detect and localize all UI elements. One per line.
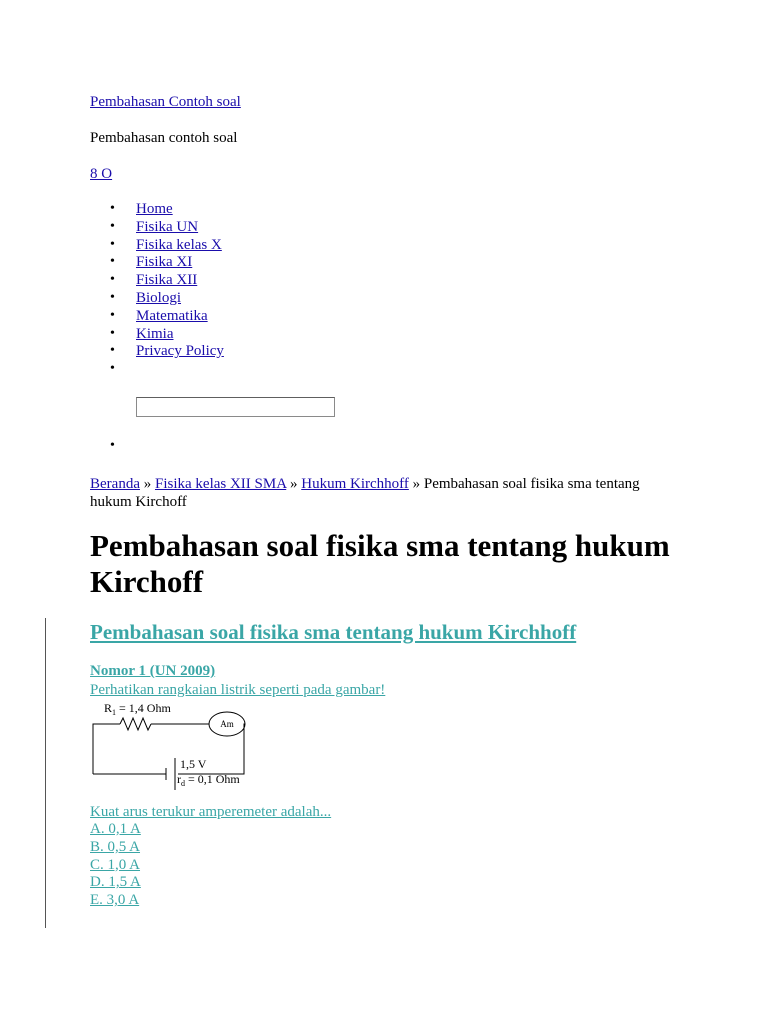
r1-label: $R_1 = 1,4$ Ohm — [104, 701, 171, 717]
question-text — [90, 803, 331, 821]
nav-item-home — [108, 200, 224, 218]
answer-option-a[interactable]: A. 0,1 A — [90, 821, 141, 837]
nav-item-fisika-un — [108, 218, 224, 236]
site-description: Pembahasan contoh soal — [90, 130, 238, 146]
breadcrumb-separator: » — [143, 476, 152, 492]
nav-link-fisika-xi[interactable]: Fisika XI — [136, 254, 193, 271]
answer-option-b[interactable]: B. 0,5 A — [90, 838, 141, 855]
nav-link-biologi[interactable]: Biologi — [136, 289, 182, 306]
post-heading-link[interactable]: Pembahasan soal fisika sma tentang hukum Kirchhoff — [90, 620, 577, 644]
post-count-link[interactable]: 8 O — [90, 166, 113, 182]
nav-link-home[interactable]: Home — [136, 201, 173, 217]
ammeter-label: Am — [220, 719, 234, 729]
nav-item-matematika — [108, 307, 224, 325]
nav-link-privacy-policy[interactable]: Privacy Policy — [136, 343, 224, 360]
post-left-border — [45, 618, 46, 928]
nav-link-fisika-un[interactable]: Fisika UN — [136, 218, 199, 235]
question-number-link[interactable]: Nomor 1 (UN 2009) — [90, 663, 216, 679]
question-text-link[interactable]: Kuat arus terukur amperemeter adalah... — [90, 804, 332, 820]
nav-item-fisika-xii — [108, 271, 224, 289]
resistor-zigzag — [120, 718, 151, 730]
nav-bullet-empty: • — [110, 438, 115, 453]
nav-item-empty — [108, 360, 224, 378]
answer-option — [90, 874, 141, 892]
breadcrumb — [90, 475, 670, 511]
wire-top-left — [93, 724, 120, 774]
search-input[interactable] — [136, 397, 335, 417]
answer-options — [90, 821, 141, 910]
main-nav — [108, 200, 224, 378]
emf-label: 1,5 V — [180, 757, 207, 771]
breadcrumb-category-link[interactable]: Fisika kelas XII SMA — [154, 476, 287, 492]
nav-link-kimia[interactable]: Kimia — [136, 325, 174, 342]
answer-option — [90, 857, 141, 875]
nav-link-matematika[interactable]: Matematika — [136, 307, 208, 324]
circuit-diagram — [88, 700, 248, 790]
page-title: Pembahasan soal fisika sma tentang hukum Kirchoff — [90, 528, 670, 599]
answer-option — [90, 839, 141, 857]
nav-item-kimia — [108, 325, 224, 343]
answer-option-d[interactable]: D. 1,5 A — [90, 874, 141, 891]
nav-item-fisika-xi — [108, 253, 224, 271]
post-heading — [90, 619, 576, 645]
breadcrumb-separator: » — [412, 476, 421, 492]
breadcrumb-separator: » — [289, 476, 298, 492]
question-number — [90, 662, 215, 680]
site-title-link[interactable]: Pembahasan Contoh soal — [90, 94, 241, 110]
internal-resistance-label: $r_d = 0,1$ Ohm — [177, 772, 240, 788]
answer-option-e[interactable]: E. 3,0 A — [90, 892, 140, 909]
question-intro-link[interactable]: Perhatikan rangkaian listrik seperti pada gambar! — [90, 682, 386, 698]
answer-option — [90, 892, 141, 910]
breadcrumb-current: Pembahasan soal fisika sma tentang hukum Kirchoff — [90, 476, 640, 510]
nav-link-fisika-xii[interactable]: Fisika XII — [136, 272, 198, 289]
nav-item-fisika-kelas-x — [108, 236, 224, 254]
breadcrumb-home-link[interactable]: Beranda — [90, 476, 140, 492]
nav-item-privacy-policy — [108, 342, 224, 360]
question-intro — [90, 681, 385, 699]
answer-option — [90, 821, 141, 839]
nav-item-biologi — [108, 289, 224, 307]
breadcrumb-subcategory-link[interactable]: Hukum Kirchhoff — [301, 476, 409, 492]
answer-option-c[interactable]: C. 1,0 A — [90, 856, 141, 873]
nav-link-fisika-kelas-x[interactable]: Fisika kelas X — [136, 236, 222, 253]
